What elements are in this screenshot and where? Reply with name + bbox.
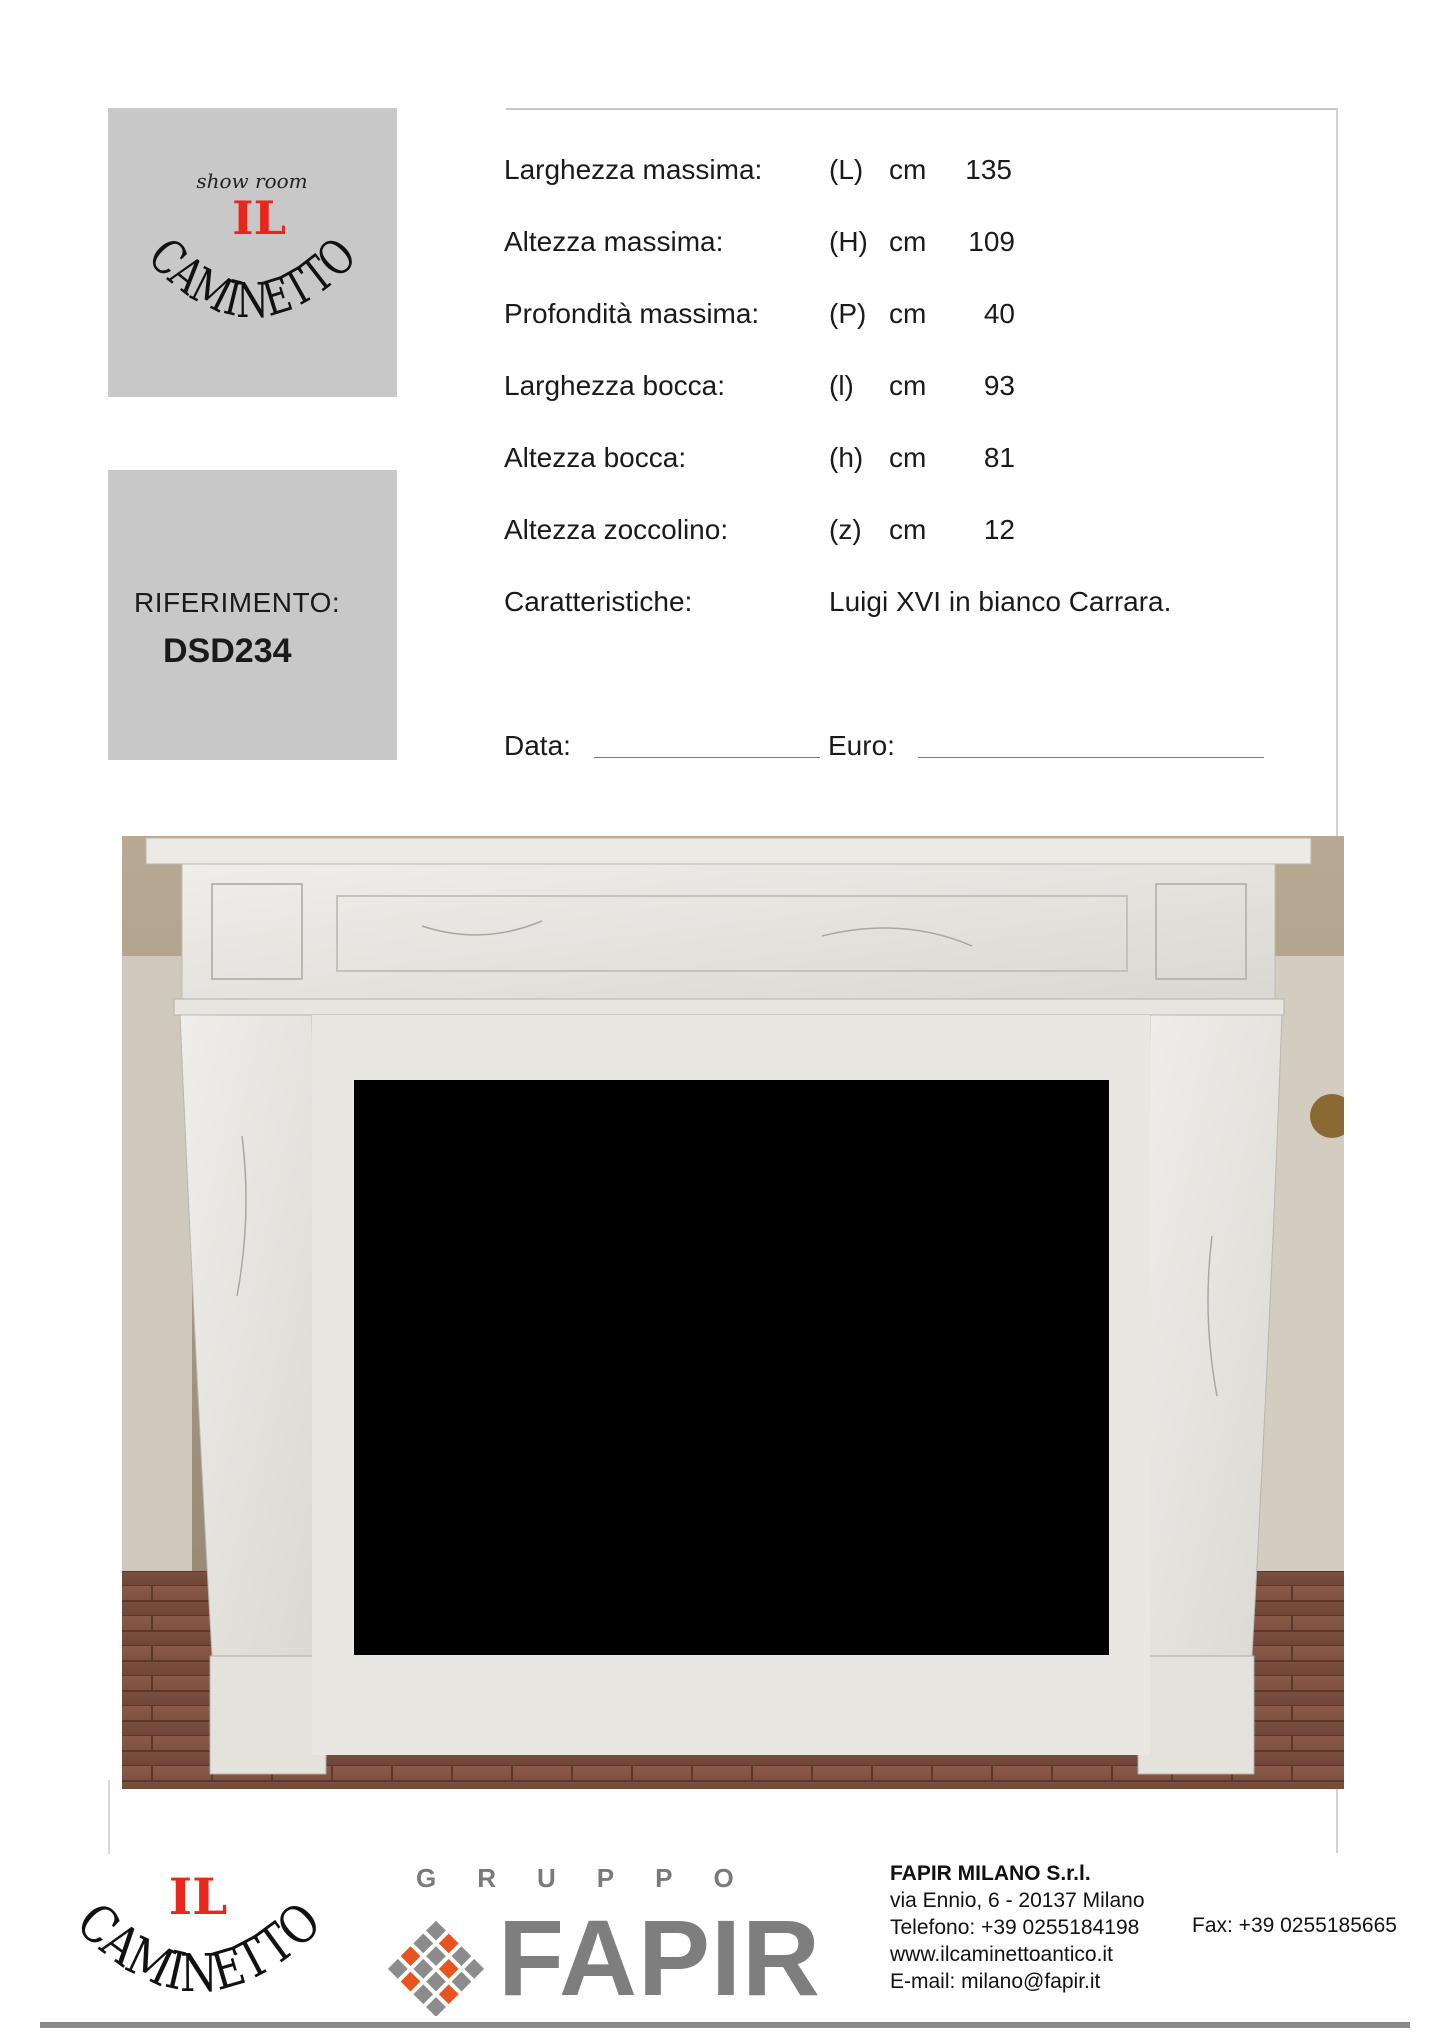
caminetto-logo — [108, 108, 397, 397]
reference-code: DSD234 — [163, 632, 292, 670]
company-website[interactable]: www.ilcaminettoantico.it — [890, 1943, 1113, 1966]
spec-unit: cm — [889, 442, 927, 473]
company-fax: Fax: +39 0255185665 — [1192, 1914, 1397, 1937]
spec-label: Larghezza massima: — [504, 154, 763, 185]
spec-symbol: (l) — [829, 370, 854, 401]
characteristics-label: Caratteristiche: — [504, 586, 693, 617]
fapir-brand-word: FAPIR — [498, 1897, 822, 2018]
logo-word-il: IL — [232, 191, 286, 245]
company-email[interactable]: E-mail: milano@fapir.it — [890, 1970, 1101, 1993]
data-field-line[interactable] — [594, 757, 820, 758]
footer-logo-word-caminetto: CAMINETTO — [64, 1886, 339, 2005]
reference-panel — [108, 470, 397, 760]
spec-symbol: (P) — [829, 298, 867, 329]
footer-logo-word-il: IL — [168, 1867, 228, 1926]
company-phone: Telefono: +39 0255184198 — [890, 1916, 1140, 1939]
fapir-diamond-icon — [386, 1916, 486, 2016]
contact-block — [890, 1860, 1145, 1995]
spec-symbol: (h) — [829, 442, 864, 473]
logo-tagline: show room — [196, 169, 308, 193]
spec-value: 135 — [965, 154, 1012, 185]
fireplace-photo — [122, 836, 1344, 1789]
spec-unit: cm — [889, 514, 927, 545]
spec-unit: cm — [889, 154, 927, 185]
spec-label: Larghezza bocca: — [504, 370, 726, 401]
spec-value: 12 — [983, 514, 1015, 545]
spec-unit: cm — [889, 370, 927, 401]
frame-left-rule — [108, 1780, 110, 1854]
spec-label: Altezza bocca: — [504, 442, 687, 473]
gruppo-label: GRUPPO — [416, 1863, 775, 1893]
characteristics-text: Luigi XVI in bianco Carrara. — [829, 586, 1172, 617]
company-address: via Ennio, 6 - 20137 Milano — [890, 1889, 1145, 1912]
showroom-logo-panel — [108, 108, 397, 397]
fireplace-illustration — [122, 836, 1344, 1789]
euro-field-line[interactable] — [918, 757, 1264, 758]
spec-value: 40 — [983, 298, 1015, 329]
footer-caminetto-logo — [38, 1862, 360, 2007]
spec-value: 81 — [983, 442, 1015, 473]
spec-label: Profondità massima: — [504, 298, 760, 329]
spec-unit: cm — [889, 298, 927, 329]
euro-label: Euro: — [828, 730, 895, 761]
data-label: Data: — [504, 730, 571, 761]
spec-symbol: (L) — [829, 154, 864, 185]
spec-value: 109 — [968, 226, 1015, 257]
spec-value: 93 — [983, 370, 1015, 401]
logo-word-caminetto: CAMINETTO — [137, 221, 374, 330]
footer-bar — [40, 2022, 1410, 2028]
spec-symbol: (z) — [829, 514, 862, 545]
spec-symbol: (H) — [829, 226, 868, 257]
spec-label: Altezza zoccolino: — [504, 514, 729, 545]
reference-label: RIFERIMENTO: — [134, 587, 341, 618]
company-name: FAPIR MILANO S.r.l. — [890, 1862, 1091, 1885]
spec-unit: cm — [889, 226, 927, 257]
frame-top-rule — [506, 108, 1338, 110]
spec-label: Altezza massima: — [504, 226, 724, 257]
